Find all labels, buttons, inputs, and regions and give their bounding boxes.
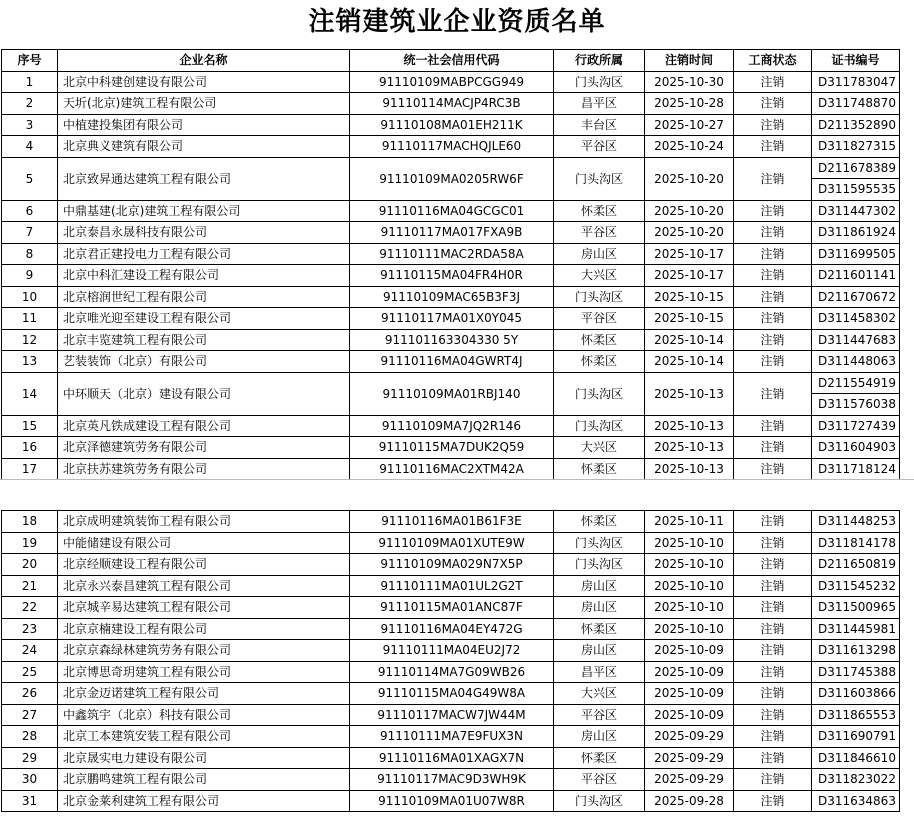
business-status: 注销: [734, 437, 812, 459]
credit-code: 91110109MAC65B3F3J: [350, 286, 554, 308]
revocation-date: 2025-10-20: [645, 157, 734, 200]
certificate-number: D311448253: [812, 511, 900, 533]
revocation-date: 2025-10-09: [645, 704, 734, 726]
credit-code: 91110108MA01EH211K: [350, 114, 554, 136]
revocation-date: 2025-10-10: [645, 618, 734, 640]
business-status: 注销: [734, 704, 812, 726]
certificate-number: D311827315: [812, 136, 900, 158]
revocation-date: 2025-10-11: [645, 511, 734, 533]
row-number: 13: [2, 351, 58, 373]
certificate-number: D311500965: [812, 597, 900, 619]
row-number: 26: [2, 683, 58, 705]
district: 丰台区: [554, 114, 645, 136]
business-status: 注销: [734, 415, 812, 437]
company-name: 北京金迈诺建筑工程有限公司: [58, 683, 350, 705]
revocation-table-part-2: [1, 510, 900, 812]
district: 怀柔区: [554, 511, 645, 533]
revocation-date: 2025-10-24: [645, 136, 734, 158]
row-number: 1: [2, 71, 58, 93]
certificate-number: D311861924: [812, 222, 900, 244]
certificate-number: D211554919: [812, 372, 900, 394]
district: 门头沟区: [554, 532, 645, 554]
business-status: 注销: [734, 308, 812, 330]
table-row: [2, 575, 900, 597]
table-row: [2, 640, 900, 662]
company-name: 北京扶苏建筑劳务有限公司: [58, 458, 350, 480]
row-number: 7: [2, 222, 58, 244]
business-status: 注销: [734, 661, 812, 683]
business-status: 注销: [734, 351, 812, 373]
credit-code: 91110116MA04EY472G: [350, 618, 554, 640]
table-row: [2, 136, 900, 158]
col-header-company-name: 企业名称: [58, 50, 350, 72]
row-number: 4: [2, 136, 58, 158]
row-number: 22: [2, 597, 58, 619]
table-row: [2, 351, 900, 373]
table-row: [2, 618, 900, 640]
business-status: 注销: [734, 372, 812, 415]
table-row: [2, 554, 900, 576]
revocation-date: 2025-10-14: [645, 329, 734, 351]
company-name: 北京唯光迎至建设工程有限公司: [58, 308, 350, 330]
district: 昌平区: [554, 93, 645, 115]
credit-code: 91110117MACW7JW44M: [350, 704, 554, 726]
company-name: 北京工本建筑安装工程有限公司: [58, 726, 350, 748]
revocation-date: 2025-10-10: [645, 575, 734, 597]
row-number: 17: [2, 458, 58, 480]
credit-code: 91110115MA04G49W8A: [350, 683, 554, 705]
revocation-date: 2025-10-20: [645, 200, 734, 222]
district: 怀柔区: [554, 351, 645, 373]
credit-code: 91110109MA029N7X5P: [350, 554, 554, 576]
business-status: 注销: [734, 329, 812, 351]
credit-code: 91110117MACHQJLE60: [350, 136, 554, 158]
certificate-number: D311545232: [812, 575, 900, 597]
revocation-table-part-1: [1, 49, 900, 480]
business-status: 注销: [734, 286, 812, 308]
certificate-number: D311603866: [812, 683, 900, 705]
table-row: [2, 661, 900, 683]
district: 平谷区: [554, 136, 645, 158]
company-name: 北京致昇通达建筑工程有限公司: [58, 157, 350, 200]
company-name: 北京中科汇建设工程有限公司: [58, 265, 350, 287]
certificate-number: D311745388: [812, 661, 900, 683]
certificate-number: D311718124: [812, 458, 900, 480]
credit-code: 91110109MABPCGG949: [350, 71, 554, 93]
credit-code: 91110111MAC2RDA58A: [350, 243, 554, 265]
row-number: 31: [2, 790, 58, 812]
row-number: 29: [2, 747, 58, 769]
row-number: 28: [2, 726, 58, 748]
col-header-number: 序号: [2, 50, 58, 72]
row-number: 10: [2, 286, 58, 308]
district: 房山区: [554, 597, 645, 619]
credit-code: 91110117MAC9D3WH9K: [350, 769, 554, 791]
revocation-date: 2025-10-17: [645, 243, 734, 265]
company-name: 北京榕润世纪工程有限公司: [58, 286, 350, 308]
district: 大兴区: [554, 265, 645, 287]
company-name: 北京金莱利建筑工程有限公司: [58, 790, 350, 812]
certificate-number: D311447683: [812, 329, 900, 351]
row-number: 18: [2, 511, 58, 533]
business-status: 注销: [734, 747, 812, 769]
certificate-number: D311846610: [812, 747, 900, 769]
company-name: 中植建投集团有限公司: [58, 114, 350, 136]
table-row: [2, 769, 900, 791]
certificate-number: D311823022: [812, 769, 900, 791]
district: 门头沟区: [554, 71, 645, 93]
district: 房山区: [554, 243, 645, 265]
certificate-number: D311576038: [812, 394, 900, 416]
row-number: 20: [2, 554, 58, 576]
row-number: 12: [2, 329, 58, 351]
credit-code: 91110115MA04FR4H0R: [350, 265, 554, 287]
credit-code: 91110114MA7G09WB26: [350, 661, 554, 683]
revocation-date: 2025-10-15: [645, 308, 734, 330]
revocation-date: 2025-10-09: [645, 661, 734, 683]
certificate-number: D311613298: [812, 640, 900, 662]
company-name: 中鼎基建(北京)建筑工程有限公司: [58, 200, 350, 222]
certificate-number: D311865553: [812, 704, 900, 726]
table-row: [2, 511, 900, 533]
business-status: 注销: [734, 93, 812, 115]
certificate-number: D311634863: [812, 790, 900, 812]
district: 怀柔区: [554, 747, 645, 769]
certificate-number: D211678389: [812, 157, 900, 179]
district: 房山区: [554, 640, 645, 662]
district: 门头沟区: [554, 415, 645, 437]
credit-code: 91110109MA7JQ2R146: [350, 415, 554, 437]
table-row: [2, 286, 900, 308]
district: 大兴区: [554, 683, 645, 705]
credit-code: 91110116MA04GCGC01: [350, 200, 554, 222]
table-row: [2, 71, 900, 93]
certificate-number: D211650819: [812, 554, 900, 576]
revocation-date: 2025-09-29: [645, 726, 734, 748]
district: 门头沟区: [554, 157, 645, 200]
company-name: 北京经顺建设工程有限公司: [58, 554, 350, 576]
row-number: 27: [2, 704, 58, 726]
credit-code: 91110116MAC2XTM42A: [350, 458, 554, 480]
table-row: [2, 437, 900, 459]
col-header-certificate-number: 证书编号: [812, 50, 900, 72]
district: 门头沟区: [554, 372, 645, 415]
revocation-date: 2025-10-30: [645, 71, 734, 93]
credit-code: 91110111MA7E9FUX3N: [350, 726, 554, 748]
table-row: [2, 308, 900, 330]
revocation-date: 2025-10-17: [645, 265, 734, 287]
credit-code: 91110117MA01X0Y045: [350, 308, 554, 330]
row-number: 30: [2, 769, 58, 791]
table-row: [2, 415, 900, 437]
company-name: 中能储建设有限公司: [58, 532, 350, 554]
credit-code: 91110109MA01XUTE9W: [350, 532, 554, 554]
row-number: 5: [2, 157, 58, 200]
table-row: [2, 790, 900, 812]
district: 平谷区: [554, 769, 645, 791]
certificate-number: D311783047: [812, 71, 900, 93]
revocation-date: 2025-10-10: [645, 532, 734, 554]
table-row: [2, 372, 900, 394]
certificate-number: D311727439: [812, 415, 900, 437]
business-status: 注销: [734, 136, 812, 158]
table-row: [2, 329, 900, 351]
row-number: 6: [2, 200, 58, 222]
row-number: 9: [2, 265, 58, 287]
credit-code: 91110117MA017FXA9B: [350, 222, 554, 244]
revocation-date: 2025-10-10: [645, 554, 734, 576]
credit-code: 91110109MA0205RW6F: [350, 157, 554, 200]
certificate-number: D311447302: [812, 200, 900, 222]
business-status: 注销: [734, 200, 812, 222]
company-name: 北京永兴泰昌建筑工程有限公司: [58, 575, 350, 597]
page-break: [0, 479, 914, 510]
row-number: 8: [2, 243, 58, 265]
district: 房山区: [554, 726, 645, 748]
credit-code: 91110116MA04GWRT4J: [350, 351, 554, 373]
certificate-number: D311604903: [812, 437, 900, 459]
company-name: 北京英凡铁成建设工程有限公司: [58, 415, 350, 437]
company-name: 北京典义建筑有限公司: [58, 136, 350, 158]
district: 怀柔区: [554, 618, 645, 640]
business-status: 注销: [734, 458, 812, 480]
row-number: 3: [2, 114, 58, 136]
revocation-date: 2025-10-20: [645, 222, 734, 244]
business-status: 注销: [734, 222, 812, 244]
business-status: 注销: [734, 597, 812, 619]
revocation-date: 2025-10-15: [645, 286, 734, 308]
table-row: [2, 243, 900, 265]
table-row: [2, 93, 900, 115]
revocation-date: 2025-10-13: [645, 437, 734, 459]
certificate-number: D311448063: [812, 351, 900, 373]
table-row: [2, 704, 900, 726]
business-status: 注销: [734, 683, 812, 705]
company-name: 艺装装饰（北京）有限公司: [58, 351, 350, 373]
table-header-row: [2, 50, 900, 72]
revocation-date: 2025-10-14: [645, 351, 734, 373]
row-number: 25: [2, 661, 58, 683]
certificate-number: D311458302: [812, 308, 900, 330]
business-status: 注销: [734, 618, 812, 640]
company-name: 北京泰昌永晟科技有限公司: [58, 222, 350, 244]
company-name: 北京泽德建筑劳务有限公司: [58, 437, 350, 459]
business-status: 注销: [734, 790, 812, 812]
business-status: 注销: [734, 575, 812, 597]
revocation-date: 2025-09-28: [645, 790, 734, 812]
district: 门头沟区: [554, 286, 645, 308]
revocation-date: 2025-10-09: [645, 683, 734, 705]
table-row: [2, 114, 900, 136]
business-status: 注销: [734, 511, 812, 533]
company-name: 北京丰览建筑工程有限公司: [58, 329, 350, 351]
revocation-date: 2025-10-13: [645, 372, 734, 415]
company-name: 北京晟实电力建设有限公司: [58, 747, 350, 769]
table-row: [2, 726, 900, 748]
district: 平谷区: [554, 704, 645, 726]
credit-code: 91110109MA01RBJ140: [350, 372, 554, 415]
table-row: [2, 200, 900, 222]
business-status: 注销: [734, 726, 812, 748]
company-name: 北京成明建筑装饰工程有限公司: [58, 511, 350, 533]
table-row: [2, 747, 900, 769]
revocation-date: 2025-10-13: [645, 415, 734, 437]
row-number: 19: [2, 532, 58, 554]
credit-code: 91110115MA01ANC87F: [350, 597, 554, 619]
district: 昌平区: [554, 661, 645, 683]
credit-code: 91110115MA7DUK2Q59: [350, 437, 554, 459]
business-status: 注销: [734, 157, 812, 200]
table-row: [2, 683, 900, 705]
table-row: [2, 532, 900, 554]
row-number: 11: [2, 308, 58, 330]
company-name: 北京鹏鸣建筑工程有限公司: [58, 769, 350, 791]
credit-code: 91110109MA01U07W8R: [350, 790, 554, 812]
col-header-credit-code: 统一社会信用代码: [350, 50, 554, 72]
company-name: 北京京楠建设工程有限公司: [58, 618, 350, 640]
certificate-number: D311595535: [812, 179, 900, 201]
certificate-number: D211352890: [812, 114, 900, 136]
company-name: 北京城辛易达建筑工程有限公司: [58, 597, 350, 619]
certificate-number: D311445981: [812, 618, 900, 640]
company-name: 北京京森绿林建筑劳务有限公司: [58, 640, 350, 662]
district: 大兴区: [554, 437, 645, 459]
business-status: 注销: [734, 532, 812, 554]
row-number: 23: [2, 618, 58, 640]
row-number: 14: [2, 372, 58, 415]
business-status: 注销: [734, 114, 812, 136]
row-number: 2: [2, 93, 58, 115]
table-row: [2, 222, 900, 244]
table-row: [2, 265, 900, 287]
certificate-number: D211601141: [812, 265, 900, 287]
revocation-date: 2025-09-29: [645, 747, 734, 769]
credit-code: 911101163304330 5Y: [350, 329, 554, 351]
page-title: 注销建筑业企业资质名单: [308, 7, 606, 37]
table-row: [2, 157, 900, 179]
business-status: 注销: [734, 243, 812, 265]
company-name: 北京中科建创建设有限公司: [58, 71, 350, 93]
company-name: 北京君正建投电力工程有限公司: [58, 243, 350, 265]
revocation-date: 2025-10-27: [645, 114, 734, 136]
certificate-number: D311748870: [812, 93, 900, 115]
revocation-date: 2025-10-09: [645, 640, 734, 662]
business-status: 注销: [734, 71, 812, 93]
district: 门头沟区: [554, 790, 645, 812]
business-status: 注销: [734, 769, 812, 791]
business-status: 注销: [734, 265, 812, 287]
district: 怀柔区: [554, 200, 645, 222]
company-name: 中鑫筑宇（北京）科技有限公司: [58, 704, 350, 726]
credit-code: 91110111MA01UL2G2T: [350, 575, 554, 597]
credit-code: 91110114MACJP4RC3B: [350, 93, 554, 115]
row-number: 16: [2, 437, 58, 459]
certificate-number: D311814178: [812, 532, 900, 554]
credit-code: 91110116MA01XAGX7N: [350, 747, 554, 769]
row-number: 21: [2, 575, 58, 597]
district: 平谷区: [554, 222, 645, 244]
credit-code: 91110116MA01B61F3E: [350, 511, 554, 533]
col-header-business-status: 工商状态: [734, 50, 812, 72]
revocation-date: 2025-10-10: [645, 597, 734, 619]
revocation-date: 2025-10-28: [645, 93, 734, 115]
col-header-district: 行政所属: [554, 50, 645, 72]
district: 房山区: [554, 575, 645, 597]
certificate-number: D211670672: [812, 286, 900, 308]
district: 怀柔区: [554, 458, 645, 480]
credit-code: 91110111MA04EU2J72: [350, 640, 554, 662]
table-row: [2, 597, 900, 619]
district: 平谷区: [554, 308, 645, 330]
company-name: 中环顺天（北京）建设有限公司: [58, 372, 350, 415]
row-number: 15: [2, 415, 58, 437]
certificate-number: D311699505: [812, 243, 900, 265]
certificate-number: D311690791: [812, 726, 900, 748]
company-name: 北京博思奇玥建筑工程有限公司: [58, 661, 350, 683]
table-row: [2, 458, 900, 480]
revocation-date: 2025-09-29: [645, 769, 734, 791]
row-number: 24: [2, 640, 58, 662]
company-name: 天圻(北京)建筑工程有限公司: [58, 93, 350, 115]
col-header-revocation-date: 注销时间: [645, 50, 734, 72]
district: 怀柔区: [554, 329, 645, 351]
business-status: 注销: [734, 640, 812, 662]
business-status: 注销: [734, 554, 812, 576]
district: 门头沟区: [554, 554, 645, 576]
revocation-date: 2025-10-13: [645, 458, 734, 480]
